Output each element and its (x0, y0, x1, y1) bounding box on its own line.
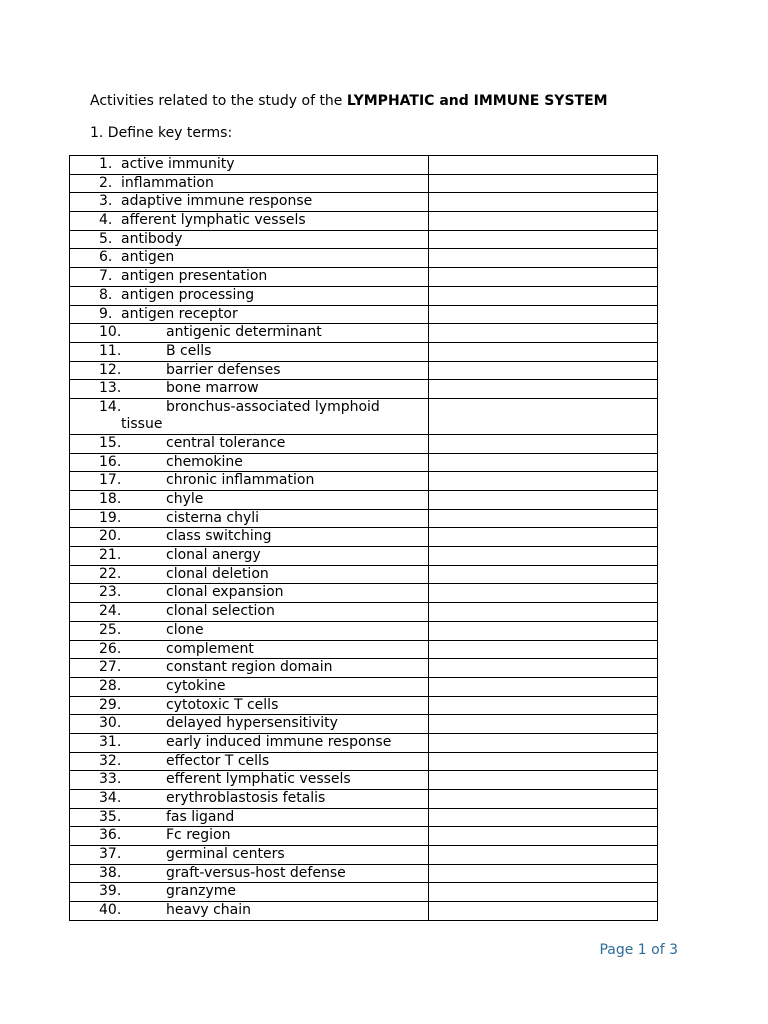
term-number: 26. (99, 640, 122, 657)
term-cell (70, 696, 429, 715)
term-entry (70, 809, 428, 826)
term-cell (70, 324, 429, 343)
definition-cell (429, 491, 658, 510)
term-entry (70, 883, 428, 900)
table-row (70, 212, 658, 231)
definition-cell (429, 621, 658, 640)
term-cell (70, 491, 429, 510)
table-row (70, 621, 658, 640)
term-number: 20. (99, 528, 122, 545)
definition-cell (429, 380, 658, 399)
term-cell (70, 472, 429, 491)
term-text: heavy chain (166, 902, 251, 919)
definition-cell (429, 305, 658, 324)
term-number: 10. (99, 324, 122, 341)
term-number: 14. (99, 398, 122, 415)
term-entry (70, 846, 428, 863)
term-text: afferent lymphatic vessels (121, 212, 306, 229)
term-number: 8. (99, 286, 113, 303)
definition-cell (429, 715, 658, 734)
term-number: 35. (99, 808, 122, 825)
definition-cell (429, 864, 658, 883)
term-cell (70, 677, 429, 696)
definition-cell (429, 790, 658, 809)
term-number: 40. (99, 902, 122, 919)
term-number: 15. (99, 434, 122, 451)
term-number: 25. (99, 621, 122, 638)
definition-cell (429, 547, 658, 566)
term-entry (70, 435, 428, 452)
definition-cell (429, 584, 658, 603)
term-number: 31. (99, 733, 122, 750)
term-text: antigen presentation (121, 268, 268, 285)
definition-cell (429, 472, 658, 491)
definition-cell (429, 398, 658, 434)
definition-cell (429, 453, 658, 472)
term-number: 34. (99, 790, 122, 806)
term-text: bone marrow (166, 380, 259, 397)
term-entry (70, 697, 428, 714)
term-entry (70, 268, 428, 285)
term-cell (70, 864, 429, 883)
definition-cell (429, 528, 658, 547)
term-entry (70, 175, 428, 192)
term-entry (70, 249, 428, 266)
term-entry (70, 193, 428, 210)
term-cell (70, 453, 429, 472)
table-row (70, 603, 658, 622)
term-number: 28. (99, 677, 122, 694)
table-row (70, 380, 658, 399)
term-entry (70, 659, 428, 676)
term-number: 1. (99, 156, 113, 172)
table-row (70, 249, 658, 268)
term-entry (70, 287, 428, 304)
term-entry (70, 641, 428, 658)
term-number: 12. (99, 361, 122, 378)
term-text: adaptive immune response (121, 193, 313, 210)
term-text: early induced immune response (166, 733, 392, 750)
term-cell (70, 361, 429, 380)
term-text: erythroblastosis fetalis (166, 790, 326, 806)
term-number: 21. (99, 547, 122, 564)
definition-cell (429, 193, 658, 212)
term-number: 6. (99, 249, 113, 266)
term-entry (70, 399, 428, 434)
term-number: 9. (99, 305, 113, 322)
term-cell (70, 528, 429, 547)
heading-prefix: Activities related to the study of the (90, 93, 347, 109)
term-cell (70, 584, 429, 603)
term-entry (70, 362, 428, 379)
term-number: 30. (99, 715, 122, 732)
term-cell (70, 193, 429, 212)
term-cell (70, 733, 429, 752)
term-number: 32. (99, 752, 122, 769)
definition-cell (429, 659, 658, 678)
term-cell (70, 771, 429, 790)
term-text: antibody (121, 230, 183, 247)
table-row (70, 696, 658, 715)
table-row (70, 156, 658, 175)
term-entry (70, 324, 428, 341)
term-text: class switching (166, 528, 272, 545)
definition-cell (429, 286, 658, 305)
term-cell (70, 715, 429, 734)
term-entry (70, 343, 428, 360)
term-text: cisterna chyli (166, 509, 260, 526)
table-row (70, 342, 658, 361)
definition-cell (429, 230, 658, 249)
term-text: delayed hypersensitivity (166, 715, 338, 732)
term-text: fas ligand (166, 808, 235, 825)
term-number: 13. (99, 380, 122, 397)
table-row (70, 902, 658, 921)
term-number: 5. (99, 230, 113, 247)
term-entry (70, 827, 428, 844)
definition-cell (429, 324, 658, 343)
term-cell (70, 156, 429, 175)
table-row (70, 268, 658, 287)
term-entry (70, 528, 428, 545)
heading-bold-topic: LYMPHATIC and IMMUNE SYSTEM (346, 93, 608, 109)
table-row (70, 528, 658, 547)
term-cell (70, 621, 429, 640)
term-text: antigen (121, 249, 175, 266)
term-cell (70, 603, 429, 622)
term-text: active immunity (121, 156, 235, 172)
term-entry (70, 622, 428, 639)
definition-cell (429, 752, 658, 771)
table-row (70, 547, 658, 566)
table-row (70, 790, 658, 809)
definition-cell (429, 846, 658, 865)
term-entry (70, 584, 428, 601)
term-text: graft-versus-host defense (166, 864, 346, 881)
term-cell (70, 174, 429, 193)
definition-cell (429, 883, 658, 902)
term-entry (70, 472, 428, 489)
term-entry (70, 603, 428, 620)
table-row (70, 715, 658, 734)
term-number: 33. (99, 771, 122, 788)
term-number: 22. (99, 565, 122, 582)
term-number: 38. (99, 864, 122, 881)
term-cell (70, 434, 429, 453)
term-text: B cells (166, 342, 212, 359)
term-entry (70, 231, 428, 248)
term-text: chronic inflammation (166, 472, 315, 489)
term-entry (70, 734, 428, 751)
definition-cell (429, 434, 658, 453)
term-text: granzyme (166, 883, 236, 900)
term-entry (70, 902, 428, 919)
term-number: 17. (99, 472, 122, 489)
term-entry (70, 715, 428, 732)
term-number: 4. (99, 212, 113, 229)
term-cell (70, 640, 429, 659)
term-text: clonal expansion (166, 584, 284, 601)
term-text: chemokine (166, 453, 243, 470)
definition-cell (429, 212, 658, 231)
term-text: clone (166, 621, 204, 638)
term-text-continued: tissue (121, 415, 163, 432)
table-row (70, 324, 658, 343)
definition-cell (429, 771, 658, 790)
term-cell (70, 565, 429, 584)
term-entry (70, 212, 428, 229)
term-cell (70, 398, 429, 434)
table-row (70, 677, 658, 696)
term-cell (70, 659, 429, 678)
section-title: 1. Define key terms: (90, 125, 233, 141)
table-row (70, 472, 658, 491)
document-heading (90, 93, 608, 109)
definition-cell (429, 603, 658, 622)
key-terms-table-body (70, 156, 658, 921)
term-cell (70, 342, 429, 361)
term-text: clonal selection (166, 603, 275, 620)
table-row (70, 864, 658, 883)
term-cell (70, 286, 429, 305)
table-row (70, 286, 658, 305)
term-number: 7. (99, 268, 113, 285)
term-text: clonal deletion (166, 565, 269, 582)
term-number: 16. (99, 453, 122, 470)
table-row (70, 771, 658, 790)
table-row (70, 434, 658, 453)
table-row (70, 846, 658, 865)
term-cell (70, 808, 429, 827)
table-row (70, 509, 658, 528)
definition-cell (429, 696, 658, 715)
term-number: 23. (99, 584, 122, 601)
term-text: cytokine (166, 677, 226, 694)
table-row (70, 733, 658, 752)
term-entry (70, 566, 428, 583)
definition-cell (429, 174, 658, 193)
term-cell (70, 547, 429, 566)
table-row (70, 174, 658, 193)
table-row (70, 193, 658, 212)
table-row (70, 883, 658, 902)
term-number: 18. (99, 491, 122, 507)
definition-cell (429, 565, 658, 584)
table-row (70, 491, 658, 510)
term-cell (70, 230, 429, 249)
definition-cell (429, 902, 658, 921)
term-text: complement (166, 640, 254, 657)
table-row (70, 361, 658, 380)
term-text: clonal anergy (166, 547, 261, 564)
table-row (70, 827, 658, 846)
definition-cell (429, 733, 658, 752)
term-number: 29. (99, 696, 122, 713)
table-row (70, 565, 658, 584)
term-text: bronchus-associated lymphoid (166, 398, 380, 415)
term-cell (70, 305, 429, 324)
term-entry (70, 547, 428, 564)
definition-cell (429, 640, 658, 659)
term-text: barrier defenses (166, 361, 281, 378)
term-text: antigen receptor (121, 305, 238, 322)
term-text: efferent lymphatic vessels (166, 771, 351, 788)
term-number: 2. (99, 174, 113, 191)
term-number: 36. (99, 827, 122, 844)
term-cell (70, 509, 429, 528)
definition-cell (429, 509, 658, 528)
term-entry (70, 771, 428, 788)
term-cell (70, 790, 429, 809)
term-text: antigenic determinant (166, 324, 322, 341)
term-entry (70, 380, 428, 397)
term-text: antigen processing (121, 286, 255, 303)
term-text: effector T cells (166, 752, 270, 769)
term-number: 24. (99, 603, 122, 620)
term-cell (70, 268, 429, 287)
table-row (70, 305, 658, 324)
term-text: cytotoxic T cells (166, 696, 279, 713)
term-cell (70, 902, 429, 921)
definition-cell (429, 249, 658, 268)
definition-cell (429, 827, 658, 846)
term-entry (70, 491, 428, 508)
term-number: 3. (99, 193, 113, 210)
term-cell (70, 249, 429, 268)
term-entry (70, 156, 428, 173)
table-row (70, 659, 658, 678)
term-number: 39. (99, 883, 122, 900)
page-number: Page 1 of 3 (599, 942, 678, 958)
term-entry (70, 678, 428, 695)
term-text: inflammation (121, 174, 214, 191)
definition-cell (429, 342, 658, 361)
table-row (70, 640, 658, 659)
definition-cell (429, 808, 658, 827)
definition-cell (429, 361, 658, 380)
key-terms-table (69, 155, 658, 921)
definition-cell (429, 268, 658, 287)
term-number: 37. (99, 846, 122, 863)
term-cell (70, 212, 429, 231)
term-entry (70, 753, 428, 770)
table-row (70, 752, 658, 771)
term-text: constant region domain (166, 659, 333, 676)
term-entry (70, 865, 428, 882)
table-row (70, 584, 658, 603)
definition-cell (429, 156, 658, 175)
term-entry (70, 510, 428, 527)
term-text: chyle (166, 491, 204, 507)
definition-cell (429, 677, 658, 696)
term-text: Fc region (166, 827, 231, 844)
term-cell (70, 827, 429, 846)
term-cell (70, 752, 429, 771)
term-entry (70, 790, 428, 807)
table-row (70, 808, 658, 827)
term-number: 27. (99, 659, 122, 676)
term-cell (70, 846, 429, 865)
term-number: 11. (99, 342, 122, 359)
table-row (70, 453, 658, 472)
term-text: central tolerance (166, 434, 286, 451)
table-row (70, 398, 658, 434)
term-text: germinal centers (166, 846, 285, 863)
term-cell (70, 380, 429, 399)
table-row (70, 230, 658, 249)
term-entry (70, 454, 428, 471)
term-cell (70, 883, 429, 902)
term-number: 19. (99, 509, 122, 526)
term-entry (70, 306, 428, 323)
